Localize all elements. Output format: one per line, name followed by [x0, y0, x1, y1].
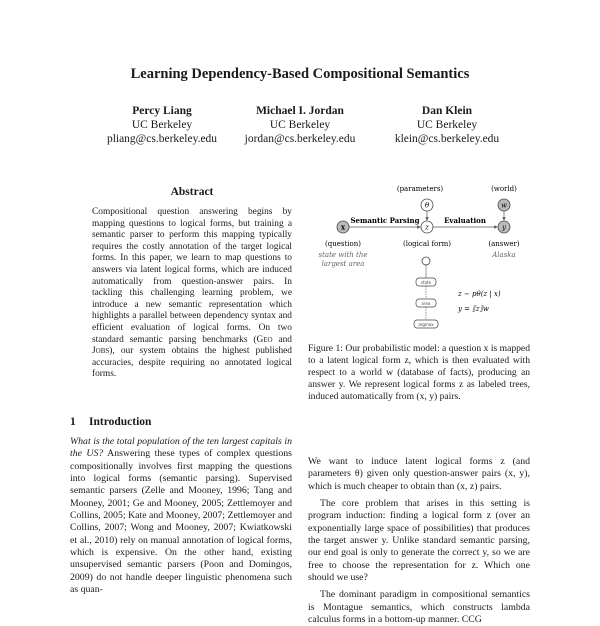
svg-text:Semantic Parsing: Semantic Parsing	[350, 216, 420, 225]
abstract-heading: Abstract	[170, 186, 214, 198]
section-title: Introduction	[89, 416, 152, 428]
author-affiliation: UC Berkeley	[416, 119, 478, 131]
svg-text:θ: θ	[424, 201, 430, 210]
paragraph: The core problem that arises in this setting is program induction: finding a logical form z (over an exponentially large space of possibilities) that produces the target answer y. Unlike standard semantic parsing, our end goal is only to generate the correct y, so we are free to choose the representation for z. Which one should we use?	[308, 498, 530, 584]
section-heading-introduction	[70, 416, 151, 428]
paragraph: The dominant paradigm in compositional semantics is Montague semantics, which constructs lambda calculus forms in a bottom-up manner. CCG	[308, 589, 530, 626]
abstract-text: ), our system obtains the highest published accuracies, despite requiring no annotated logical forms.	[92, 346, 292, 380]
benchmark-geo: Geo	[256, 334, 273, 345]
figure-1-diagram	[308, 180, 530, 340]
svg-text:state with the: state with the	[318, 251, 368, 259]
svg-text:(question): (question)	[325, 240, 361, 248]
author-affiliation: UC Berkeley	[131, 119, 193, 131]
svg-text:(logical form): (logical form)	[403, 240, 451, 248]
introduction-right-column	[308, 456, 530, 626]
tree-root	[422, 257, 430, 265]
paragraph: We want to induce latent logical forms z (and parameters θ) given only question-answer pairs (x, y), which is much cheaper to obtain than (x, z) pairs.	[308, 456, 530, 492]
author-email: pliang@cs.berkeley.edu	[106, 133, 218, 145]
svg-text:argmax: argmax	[418, 322, 434, 327]
svg-text:y = ⟦z⟧w: y = ⟦z⟧w	[458, 305, 489, 313]
author-name: Dan Klein	[421, 105, 473, 117]
svg-text:largest area: largest area	[321, 260, 365, 268]
svg-text:z ∼ pθ(z | x): z ∼ pθ(z | x)	[458, 290, 501, 298]
svg-text:w: w	[501, 201, 507, 210]
body-text: Answering these types of complex questions compositionally involves first mapping the questions into logical forms (semantic parsing). Supervised semantic parsers (Zelle and Mooney, 1996; Tang and Mooney, 2001; Ge and Mooney, 2005; Zettlemoyer and Collins, 2005; Kate and Mooney, 2007; Zettlemoyer and Collins, 2007; Wong and Mooney, 2007; Kwiatkowski et al., 2010) rely on manual annotation of logical forms, which is expensive. On the other hand, existing unsupervised semantic parsers (Poon and Domingos, 2009) do not handle deeper linguistic phenomena such as quan-	[70, 448, 292, 596]
label-world: (world)	[491, 185, 517, 193]
author-name: Michael I. Jordan	[256, 105, 344, 117]
svg-text:Alaska: Alaska	[492, 251, 516, 259]
svg-text:x: x	[340, 222, 346, 232]
abstract-text: and	[272, 334, 292, 345]
author-3	[357, 104, 537, 146]
svg-text:Evaluation: Evaluation	[444, 216, 486, 225]
lead-question: What is the total population of the ten largest capitals in the US?	[70, 436, 292, 460]
paper-title: Learning Dependency-Based Compositional Semantics	[130, 66, 470, 82]
svg-text:state: state	[420, 280, 432, 285]
svg-text:z: z	[425, 223, 429, 232]
author-email: klein@cs.berkeley.edu	[394, 133, 500, 145]
author-email: jordan@cs.berkeley.edu	[244, 133, 356, 145]
section-number: 1	[70, 416, 76, 428]
introduction-left-column	[70, 436, 292, 596]
figure-1-caption: Figure 1: Our probabilistic model: a question x is mapped to a latent logical form z, which is then evaluated with respect to a world w (database of facts), producing an answer y. We represent logical forms z as labeled trees, induced automatically from (x, y) pairs.	[308, 343, 530, 403]
author-affiliation: UC Berkeley	[269, 119, 331, 131]
abstract-body	[92, 207, 292, 381]
label-parameters: (parameters)	[396, 185, 444, 193]
svg-text:(answer): (answer)	[488, 240, 520, 248]
svg-text:y: y	[502, 223, 506, 232]
benchmark-jobs: Jobs	[92, 346, 110, 357]
author-name: Percy Liang	[132, 105, 192, 117]
abstract-text: Compositional question answering begins by mapping questions to logical forms, but training a semantic parser to perform this mapping typically requires the costly annotation of the target logical forms. In this paper, we learn to map questions to answers via latent logical forms, which are induced automatically from question-answer pairs. In tackling this challenging learning problem, we introduce a new semantic representation which highlights a parallel between dependency syntax and efficient evaluation of logical forms. On two standard semantic parsing benchmarks (	[92, 207, 292, 345]
svg-text:area: area	[421, 301, 431, 306]
